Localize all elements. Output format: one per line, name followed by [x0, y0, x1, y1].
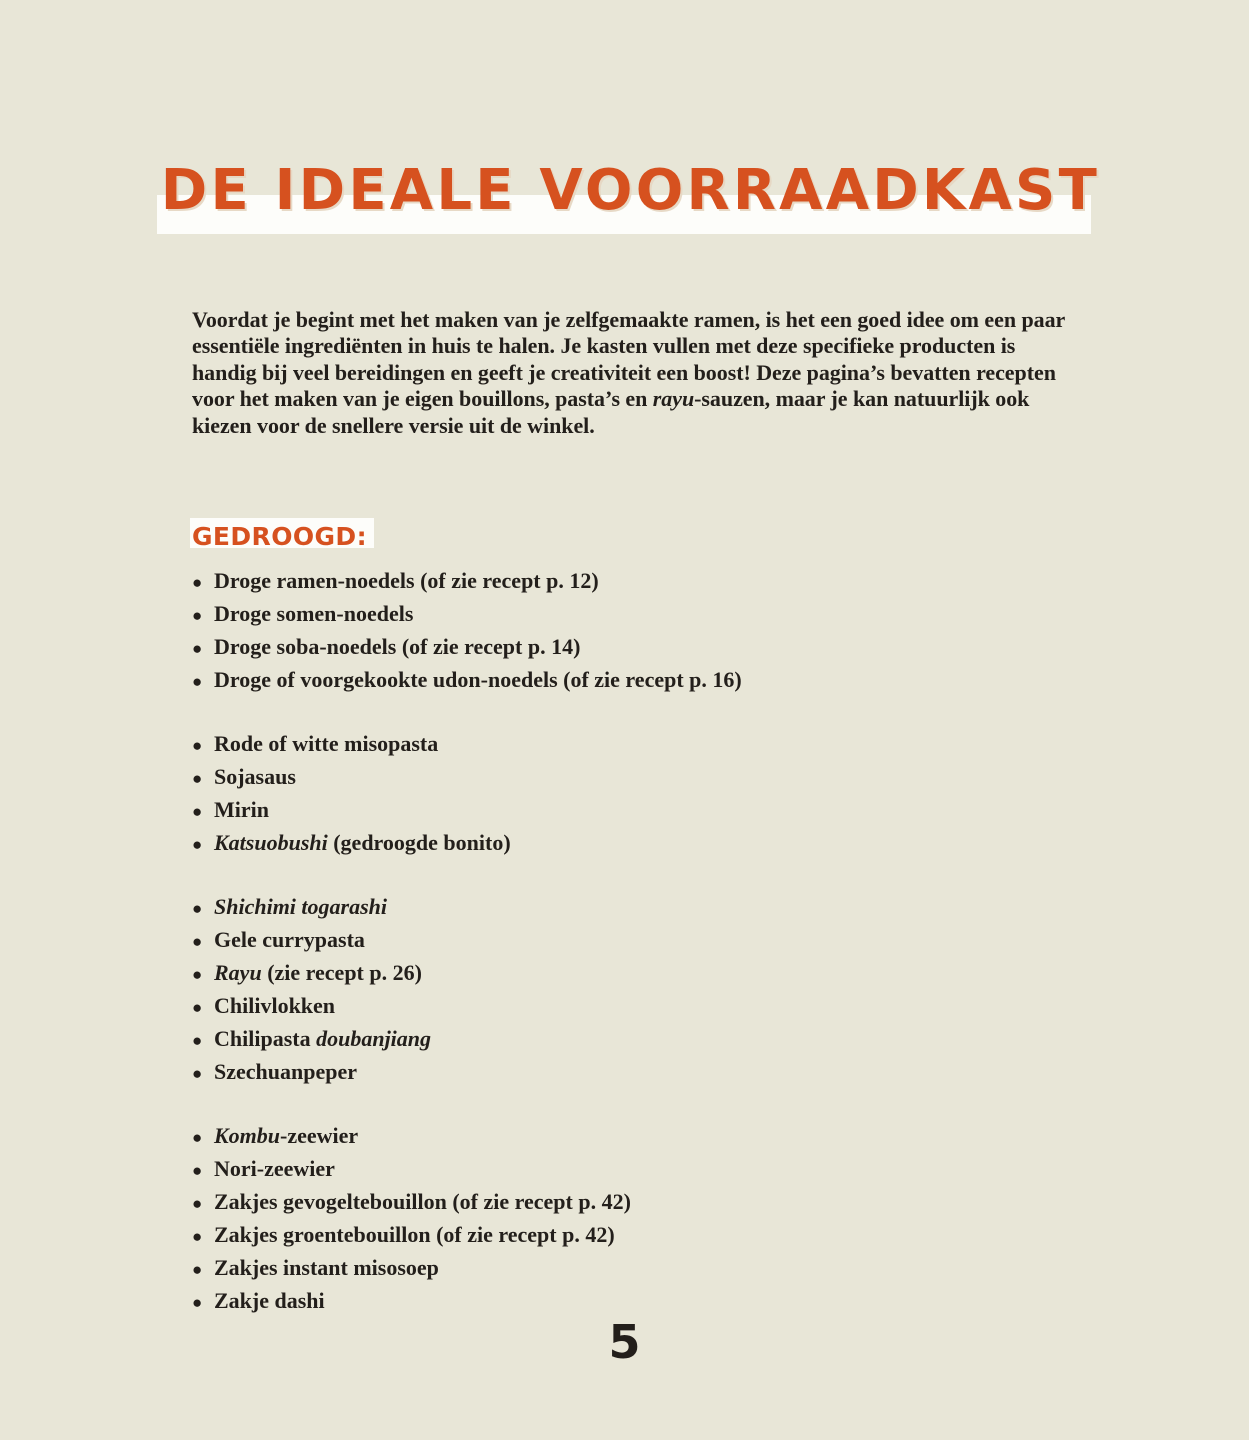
list-item [192, 1120, 1092, 1153]
bullet-icon: ● [192, 899, 203, 918]
list-item-label: Zakjes gevogeltebouillon (of zie recept p. 42) [214, 1189, 631, 1214]
list-item [192, 664, 1092, 697]
bullet-icon: ● [192, 1031, 203, 1050]
list-item [192, 761, 1092, 794]
list-item-label: Sojasaus [214, 764, 296, 789]
bullet-icon: ● [192, 1161, 203, 1180]
list-item-label: Rayu (zie recept p. 26) [214, 960, 422, 985]
list-item-label: Szechuanpeper [214, 1059, 357, 1084]
list-item-label: Gele currypasta [214, 927, 365, 952]
list-item [192, 957, 1092, 990]
bullet-icon: ● [192, 769, 203, 788]
bullet-icon: ● [192, 639, 203, 658]
ingredient-list-container [192, 565, 1092, 1318]
bullet-icon: ● [192, 736, 203, 755]
list-item-label: Chilipasta doubanjiang [214, 1026, 432, 1051]
list-item-label: Droge ramen-noedels (of zie recept p. 12) [214, 568, 599, 593]
bullet-icon: ● [192, 1194, 203, 1213]
ingredient-group-seasonings [192, 728, 1092, 860]
list-item-label: Mirin [214, 797, 269, 822]
bullet-icon: ● [192, 1064, 203, 1083]
list-item [192, 598, 1092, 631]
bullet-icon: ● [192, 1293, 203, 1312]
section-heading-block [190, 514, 690, 560]
list-item [192, 924, 1092, 957]
list-item-label: Droge soba-noedels (of zie recept p. 14) [214, 634, 581, 659]
bullet-icon: ● [192, 965, 203, 984]
bullet-icon: ● [192, 606, 203, 625]
list-item-label: Droge somen-noedels [214, 601, 414, 626]
page-number: 5 [608, 1315, 641, 1369]
list-item [192, 990, 1092, 1023]
page-title-block [0, 160, 1249, 250]
ingredient-group-spices [192, 891, 1092, 1089]
bullet-icon: ● [192, 1227, 203, 1246]
list-item [192, 631, 1092, 664]
list-item-label: Nori-zeewier [214, 1156, 335, 1181]
list-item-label: Shichimi togarashi [214, 894, 388, 919]
list-item [192, 1056, 1092, 1089]
list-item [192, 1186, 1092, 1219]
list-item [192, 1153, 1092, 1186]
intro-paragraph: Voordat je begint met het maken van je zelfgemaakte ramen, is het een goed idee om een paar essentiële ingrediënten in huis te halen. Je kasten vullen met deze specifieke producten is handig bij veel bereidingen en geeft je creativiteit een boost! Deze pagina’s bevatten recepten voor het maken van je eigen bouillons, pasta’s en rayu-sauzen, maar je kan natuurlijk ook kiezen voor de snellere versie uit de winkel. [192, 307, 1065, 438]
bullet-icon: ● [192, 1260, 203, 1279]
list-item [192, 827, 1092, 860]
list-item [192, 1023, 1092, 1056]
list-item [192, 565, 1092, 598]
bullet-icon: ● [192, 932, 203, 951]
section-heading: GEDROOGD: [192, 522, 367, 551]
list-item-label: Zakje dashi [214, 1288, 325, 1313]
list-item [192, 1285, 1092, 1318]
list-item [192, 1219, 1092, 1252]
bullet-icon: ● [192, 573, 203, 592]
list-item-label: Kombu-zeewier [214, 1123, 359, 1148]
bullet-icon: ● [192, 1128, 203, 1147]
list-item [192, 728, 1092, 761]
list-item-label: Katsuobushi (gedroogde bonito) [214, 830, 511, 855]
ingredient-group-seaweed-and-stock [192, 1120, 1092, 1318]
list-item-label: Zakjes instant misosoep [214, 1255, 439, 1280]
bullet-icon: ● [192, 998, 203, 1017]
ingredient-group-noodles [192, 565, 1092, 697]
page-title: DE IDEALE VOORRAADKAST [160, 158, 1100, 223]
list-item-label: Rode of witte misopasta [214, 731, 439, 756]
bullet-icon: ● [192, 835, 203, 854]
list-item-label: Chilivlokken [214, 993, 336, 1018]
list-item-label: Droge of voorgekookte udon-noedels (of zie recept p. 16) [214, 667, 742, 692]
list-item [192, 794, 1092, 827]
bullet-icon: ● [192, 802, 203, 821]
list-item [192, 891, 1092, 924]
list-item-label: Zakjes groentebouillon (of zie recept p. 42) [214, 1222, 615, 1247]
list-item [192, 1252, 1092, 1285]
bullet-icon: ● [192, 672, 203, 691]
